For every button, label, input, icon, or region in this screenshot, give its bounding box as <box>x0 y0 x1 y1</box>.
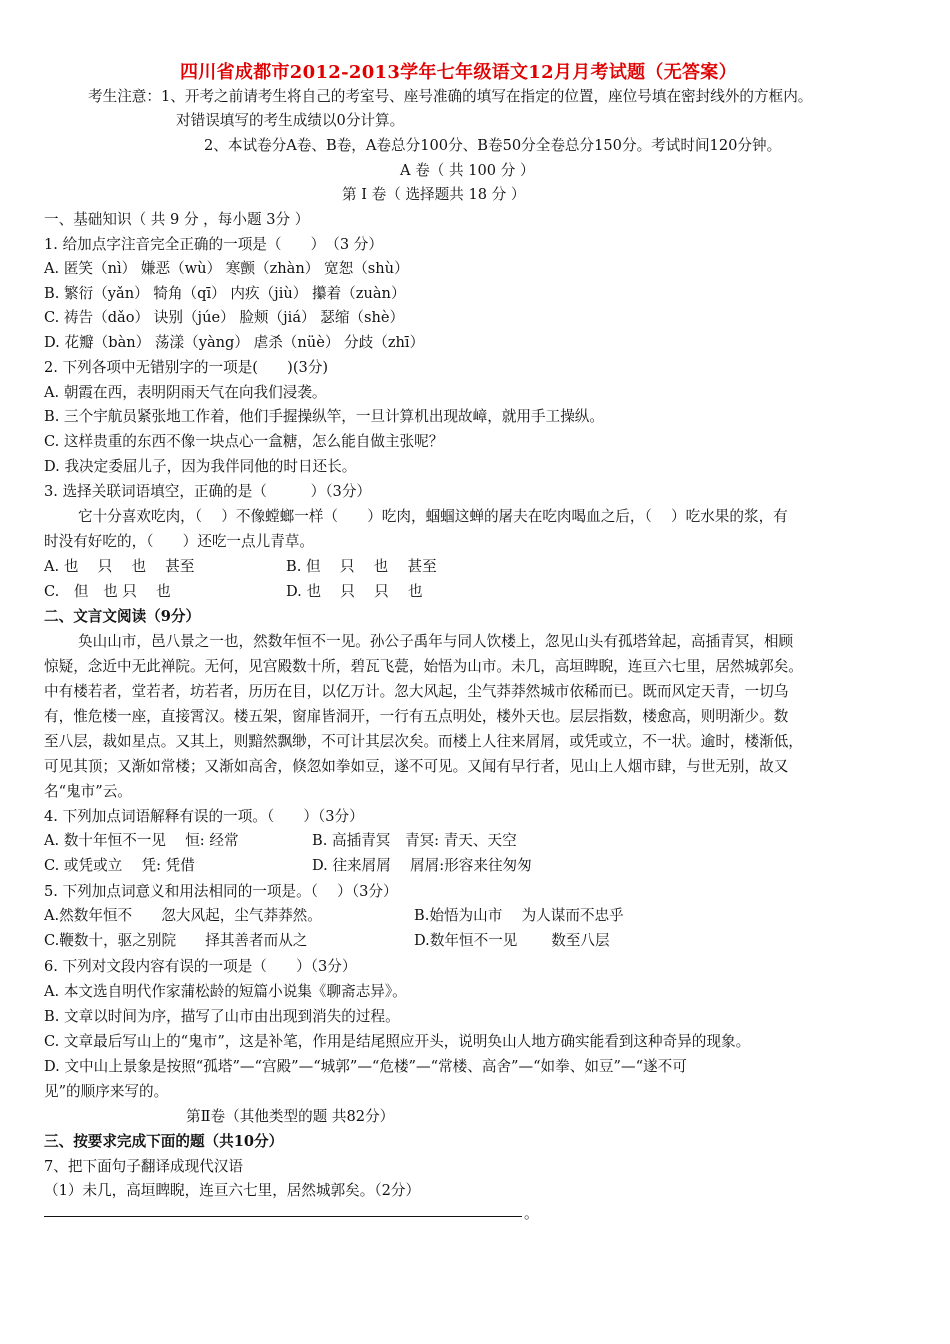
question-3: 3. 选择关联词语填空，正确的是（ ）（3分） <box>44 483 372 500</box>
q3-passage-line-2: 时没有好吃的，（ ）还吃一点儿青草。 <box>44 533 314 550</box>
answer-blank-line <box>44 1216 522 1217</box>
q4-option-a: A. 数十年恒不一见 恒: 经常 <box>44 832 239 849</box>
q5-option-d: D.数年恒不一见 数至八层 <box>414 932 610 949</box>
q2-option-a: A. 朝霞在西，表明阴雨天气在向我们浸袭。 <box>44 384 327 401</box>
q7-sentence-1: （1）未几，高垣睥睨，连亘六七里，居然城郭矣。（2分） <box>44 1182 421 1199</box>
passage-line-7: 名“鬼市”云。 <box>44 783 132 800</box>
question-7: 7、把下面句子翻译成现代汉语 <box>44 1158 244 1175</box>
q1-option-a: A. 匿笑（nì） 嫌恶（wù） 寒颤（zhàn） 宽恕（shù） <box>44 260 409 277</box>
q1-option-b: B. 繁衍（yǎn） 犄角（qī） 内疚（jiù） 攥着（zuàn） <box>44 285 406 302</box>
q5-option-b: B.始悟为山市 为人谋而不忠乎 <box>414 907 624 924</box>
q3-option-a: A. 也 只 也 甚至 <box>44 558 195 575</box>
q2-option-d: D. 我决定委屈儿子，因为我伴同他的时日还长。 <box>44 458 357 475</box>
section-3-heading: 三、按要求完成下面的题（共10分） <box>44 1133 284 1150</box>
notice-line-1: 考生注意：1、开考之前请考生将自己的考室号、座号准确的填写在指定的位置，座位号填在密封线外的方框内。 <box>88 88 813 105</box>
passage-line-2: 惊疑，念近中无此禅院。无何，见宫殿数十所，碧瓦飞甍，始悟为山市。未几，高垣睥睨，连亘六七里，居然城郭矣。 <box>44 658 803 675</box>
answer-blank-period: 。 <box>524 1205 539 1222</box>
q2-option-c: C. 这样贵重的东西不像一块点心一盒糖，怎么能自做主张呢？ <box>44 433 444 450</box>
question-6: 6. 下列对文段内容有误的一项是（ ）（3分） <box>44 958 357 975</box>
question-2: 2. 下列各项中无错别字的一项是( )(3分) <box>44 359 329 376</box>
question-5: 5. 下列加点词意义和用法相同的一项是。（ ）（3分） <box>44 883 398 900</box>
q4-option-b: B. 高插青冥 青冥: 青天、天空 <box>312 832 517 849</box>
q4-option-c: C. 或凭或立 凭: 凭借 <box>44 857 195 874</box>
part-2-heading: 第Ⅱ卷（其他类型的题 共82分） <box>186 1108 395 1125</box>
passage-line-4: 有，惟危楼一座，直接霄汉。楼五架，窗扉皆洞开，一行有五点明处，楼外天也。层层指数，楼愈高，则明渐少。数 <box>44 708 789 725</box>
q6-option-c: C. 文章最后写山上的“鬼市”，这是补笔，作用是结尾照应开头，说明奂山人地方确实能看到这种奇异的现象。 <box>44 1033 751 1050</box>
passage-line-6: 可见其顶；又渐如常楼；又渐如高舍，倏忽如拳如豆，遂不可见。又闻有早行者，见山上人烟市肆，与世无别，故又 <box>44 758 789 775</box>
q3-option-b: B. 但 只 也 甚至 <box>286 558 437 575</box>
passage-line-1: 奂山山市，邑八景之一也，然数年恒不一见。孙公子禹年与同人饮楼上，忽见山头有孤塔耸起，高插青冥，相顾 <box>78 633 794 650</box>
q2-option-b: B. 三个宇航员紧张地工作着，他们手握操纵竿，一旦计算机出现故嶂，就用手工操纵。 <box>44 408 604 425</box>
q3-option-c: C. 但 也 只 也 <box>44 583 171 600</box>
part-1-heading: 第 I 卷（ 选择题共 18 分 ） <box>342 186 526 203</box>
q1-option-c: C. 祷告（dǎo） 诀别（júe） 脸颊（jiá） 瑟缩（shè） <box>44 309 405 326</box>
q3-option-d: D. 也 只 只 也 <box>286 583 423 600</box>
passage-line-5: 至八层，裁如星点。又其上，则黯然飘缈，不可计其层次矣。而楼上人往来屑屑，或凭或立，不一状。逾时，楼渐低， <box>44 733 803 750</box>
q6-option-a: A. 本文选自明代作家蒲松龄的短篇小说集《聊斋志异》。 <box>44 983 407 1000</box>
notice-line-3: 2、本试卷分A卷、B卷，A卷总分100分、B卷50分全卷总分150分。考试时间120分钟。 <box>204 137 782 154</box>
q3-passage-line-1: 它十分喜欢吃肉，（ ）不像螳螂一样（ ）吃肉，蝈蝈这蝉的屠夫在吃肉喝血之后，（ ）吃水果的浆，有 <box>78 508 788 525</box>
question-4: 4. 下列加点词语解释有误的一项。（ ）（3分） <box>44 808 364 825</box>
q6-option-b: B. 文章以时间为序，描写了山市由出现到消失的过程。 <box>44 1008 400 1025</box>
q6-option-d-line-1: D. 文中山上景象是按照“孤塔”—“宫殿”—“城郭”—“危楼”—“常楼、高舍”—“如拳、如豆”—“遂不可 <box>44 1058 687 1075</box>
question-1: 1. 给加点字注音完全正确的一项是（ ） （3 分） <box>44 236 383 253</box>
passage-line-3: 中有楼若者，堂若者，坊若者，历历在目，以亿万计。忽大风起，尘气莽莽然城市依稀而已。既而风定天青，一切乌 <box>44 683 789 700</box>
q6-option-d-line-2: 见”的顺序来写的。 <box>44 1083 169 1100</box>
section-classical-heading: 二、文言文阅读（9分） <box>44 608 201 625</box>
notice-line-2: 对错误填写的考生成绩以0分计算。 <box>176 112 405 129</box>
section-a-heading: A 卷（ 共 100 分 ） <box>400 162 535 179</box>
q5-option-a: A.然数年恒不 忽大风起，尘气莽莽然。 <box>44 907 322 924</box>
q4-option-d: D. 往来屑屑 屑屑:形容来往匆匆 <box>312 857 532 874</box>
exam-title: 四川省成都市2012-2013学年七年级语文12月月考试题（无答案） <box>180 62 737 83</box>
q1-option-d: D. 花瓣（bàn） 荡漾（yàng） 虐杀（nüè） 分歧（zhī） <box>44 334 425 351</box>
q5-option-c: C.鞭数十，驱之别院 择其善者而从之 <box>44 932 308 949</box>
section-basic-heading: 一、基础知识（ 共 9 分 ，每小题 3分 ） <box>44 211 310 228</box>
